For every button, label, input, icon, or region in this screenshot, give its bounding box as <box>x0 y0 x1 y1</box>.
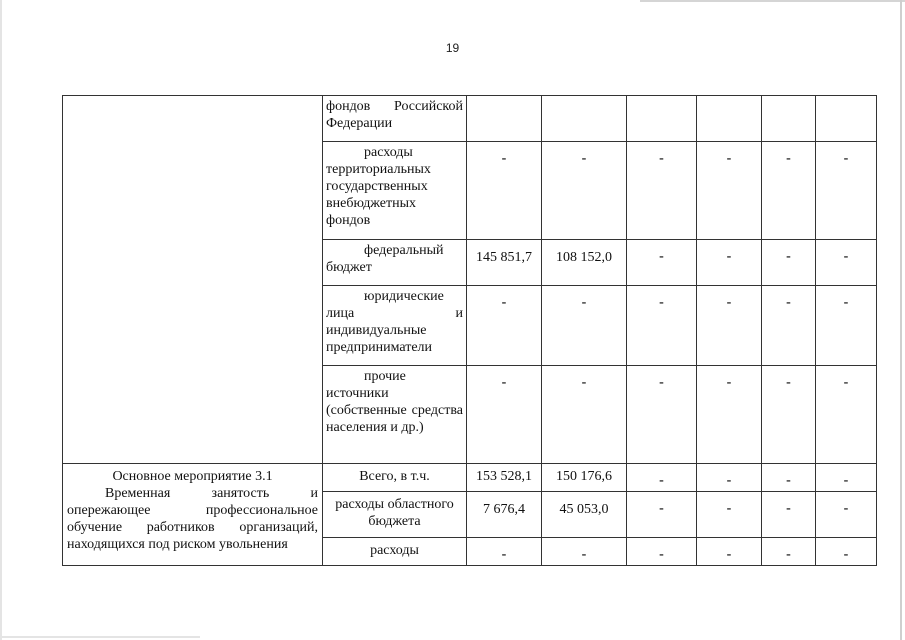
value-cell <box>816 96 877 142</box>
row-label: федеральный бюджет <box>323 240 467 286</box>
row-label: расходы <box>323 538 467 566</box>
value-cell: - <box>697 538 762 566</box>
value-cell <box>542 96 627 142</box>
scan-edge-top <box>640 0 905 2</box>
value-cell: - <box>697 286 762 366</box>
value-cell: - <box>816 240 877 286</box>
value-cell: - <box>467 538 542 566</box>
value-cell: - <box>697 142 762 240</box>
event-cell <box>63 464 323 566</box>
value-cell: - <box>816 538 877 566</box>
value-cell: - <box>762 492 816 538</box>
value-cell: - <box>627 538 697 566</box>
value-cell: - <box>627 464 697 492</box>
event-title: Основное мероприятие 3.1 <box>112 469 273 484</box>
row-label: прочие источники (собственные средства населения и др.) <box>323 366 467 464</box>
value-cell: - <box>762 538 816 566</box>
value-cell: 153 528,1 <box>467 464 542 492</box>
value-cell: - <box>542 538 627 566</box>
value-cell: - <box>467 286 542 366</box>
value-cell: 7 676,4 <box>467 492 542 538</box>
row-label: фондов Российской Федерации <box>323 96 467 142</box>
value-cell: - <box>467 142 542 240</box>
value-cell: - <box>816 492 877 538</box>
value-cell: - <box>816 286 877 366</box>
value-cell: - <box>697 464 762 492</box>
row-label: Всего, в т.ч. <box>323 464 467 492</box>
value-cell <box>762 96 816 142</box>
value-cell: 108 152,0 <box>542 240 627 286</box>
value-cell: 150 176,6 <box>542 464 627 492</box>
value-cell: - <box>467 366 542 464</box>
row-label: расходы территориальных государственных внебюджетных фондов <box>323 142 467 240</box>
value-cell: - <box>697 240 762 286</box>
page-number: 19 <box>445 41 460 55</box>
value-cell: 45 053,0 <box>542 492 627 538</box>
value-cell: - <box>816 464 877 492</box>
row-label: юридические лица и индивидуальные предприниматели <box>323 286 467 366</box>
value-cell: - <box>627 240 697 286</box>
value-cell: - <box>697 492 762 538</box>
scan-edge-right <box>900 0 902 640</box>
value-cell <box>627 96 697 142</box>
value-cell: - <box>542 286 627 366</box>
value-cell: - <box>762 464 816 492</box>
value-cell: - <box>762 366 816 464</box>
value-cell: - <box>627 286 697 366</box>
funding-table <box>62 95 877 566</box>
value-cell: - <box>816 366 877 464</box>
value-cell: - <box>627 492 697 538</box>
value-cell <box>467 96 542 142</box>
table-row <box>63 96 877 142</box>
value-cell: 145 851,7 <box>467 240 542 286</box>
value-cell: - <box>542 142 627 240</box>
value-cell: - <box>627 366 697 464</box>
table-row <box>63 464 877 492</box>
row-label: расходы областного бюджета <box>323 492 467 538</box>
value-cell: - <box>762 142 816 240</box>
empty-event-cell <box>63 96 323 464</box>
value-cell: - <box>542 366 627 464</box>
event-description: Временная занятость и опережающее профессиональное обучение работников организаций, находящихся под риском увольнения <box>67 486 318 552</box>
value-cell: - <box>697 366 762 464</box>
scan-edge-left <box>0 0 2 640</box>
value-cell: - <box>816 142 877 240</box>
value-cell: - <box>627 142 697 240</box>
scan-edge-bottom <box>0 636 200 638</box>
value-cell: - <box>762 240 816 286</box>
value-cell <box>697 96 762 142</box>
value-cell: - <box>762 286 816 366</box>
